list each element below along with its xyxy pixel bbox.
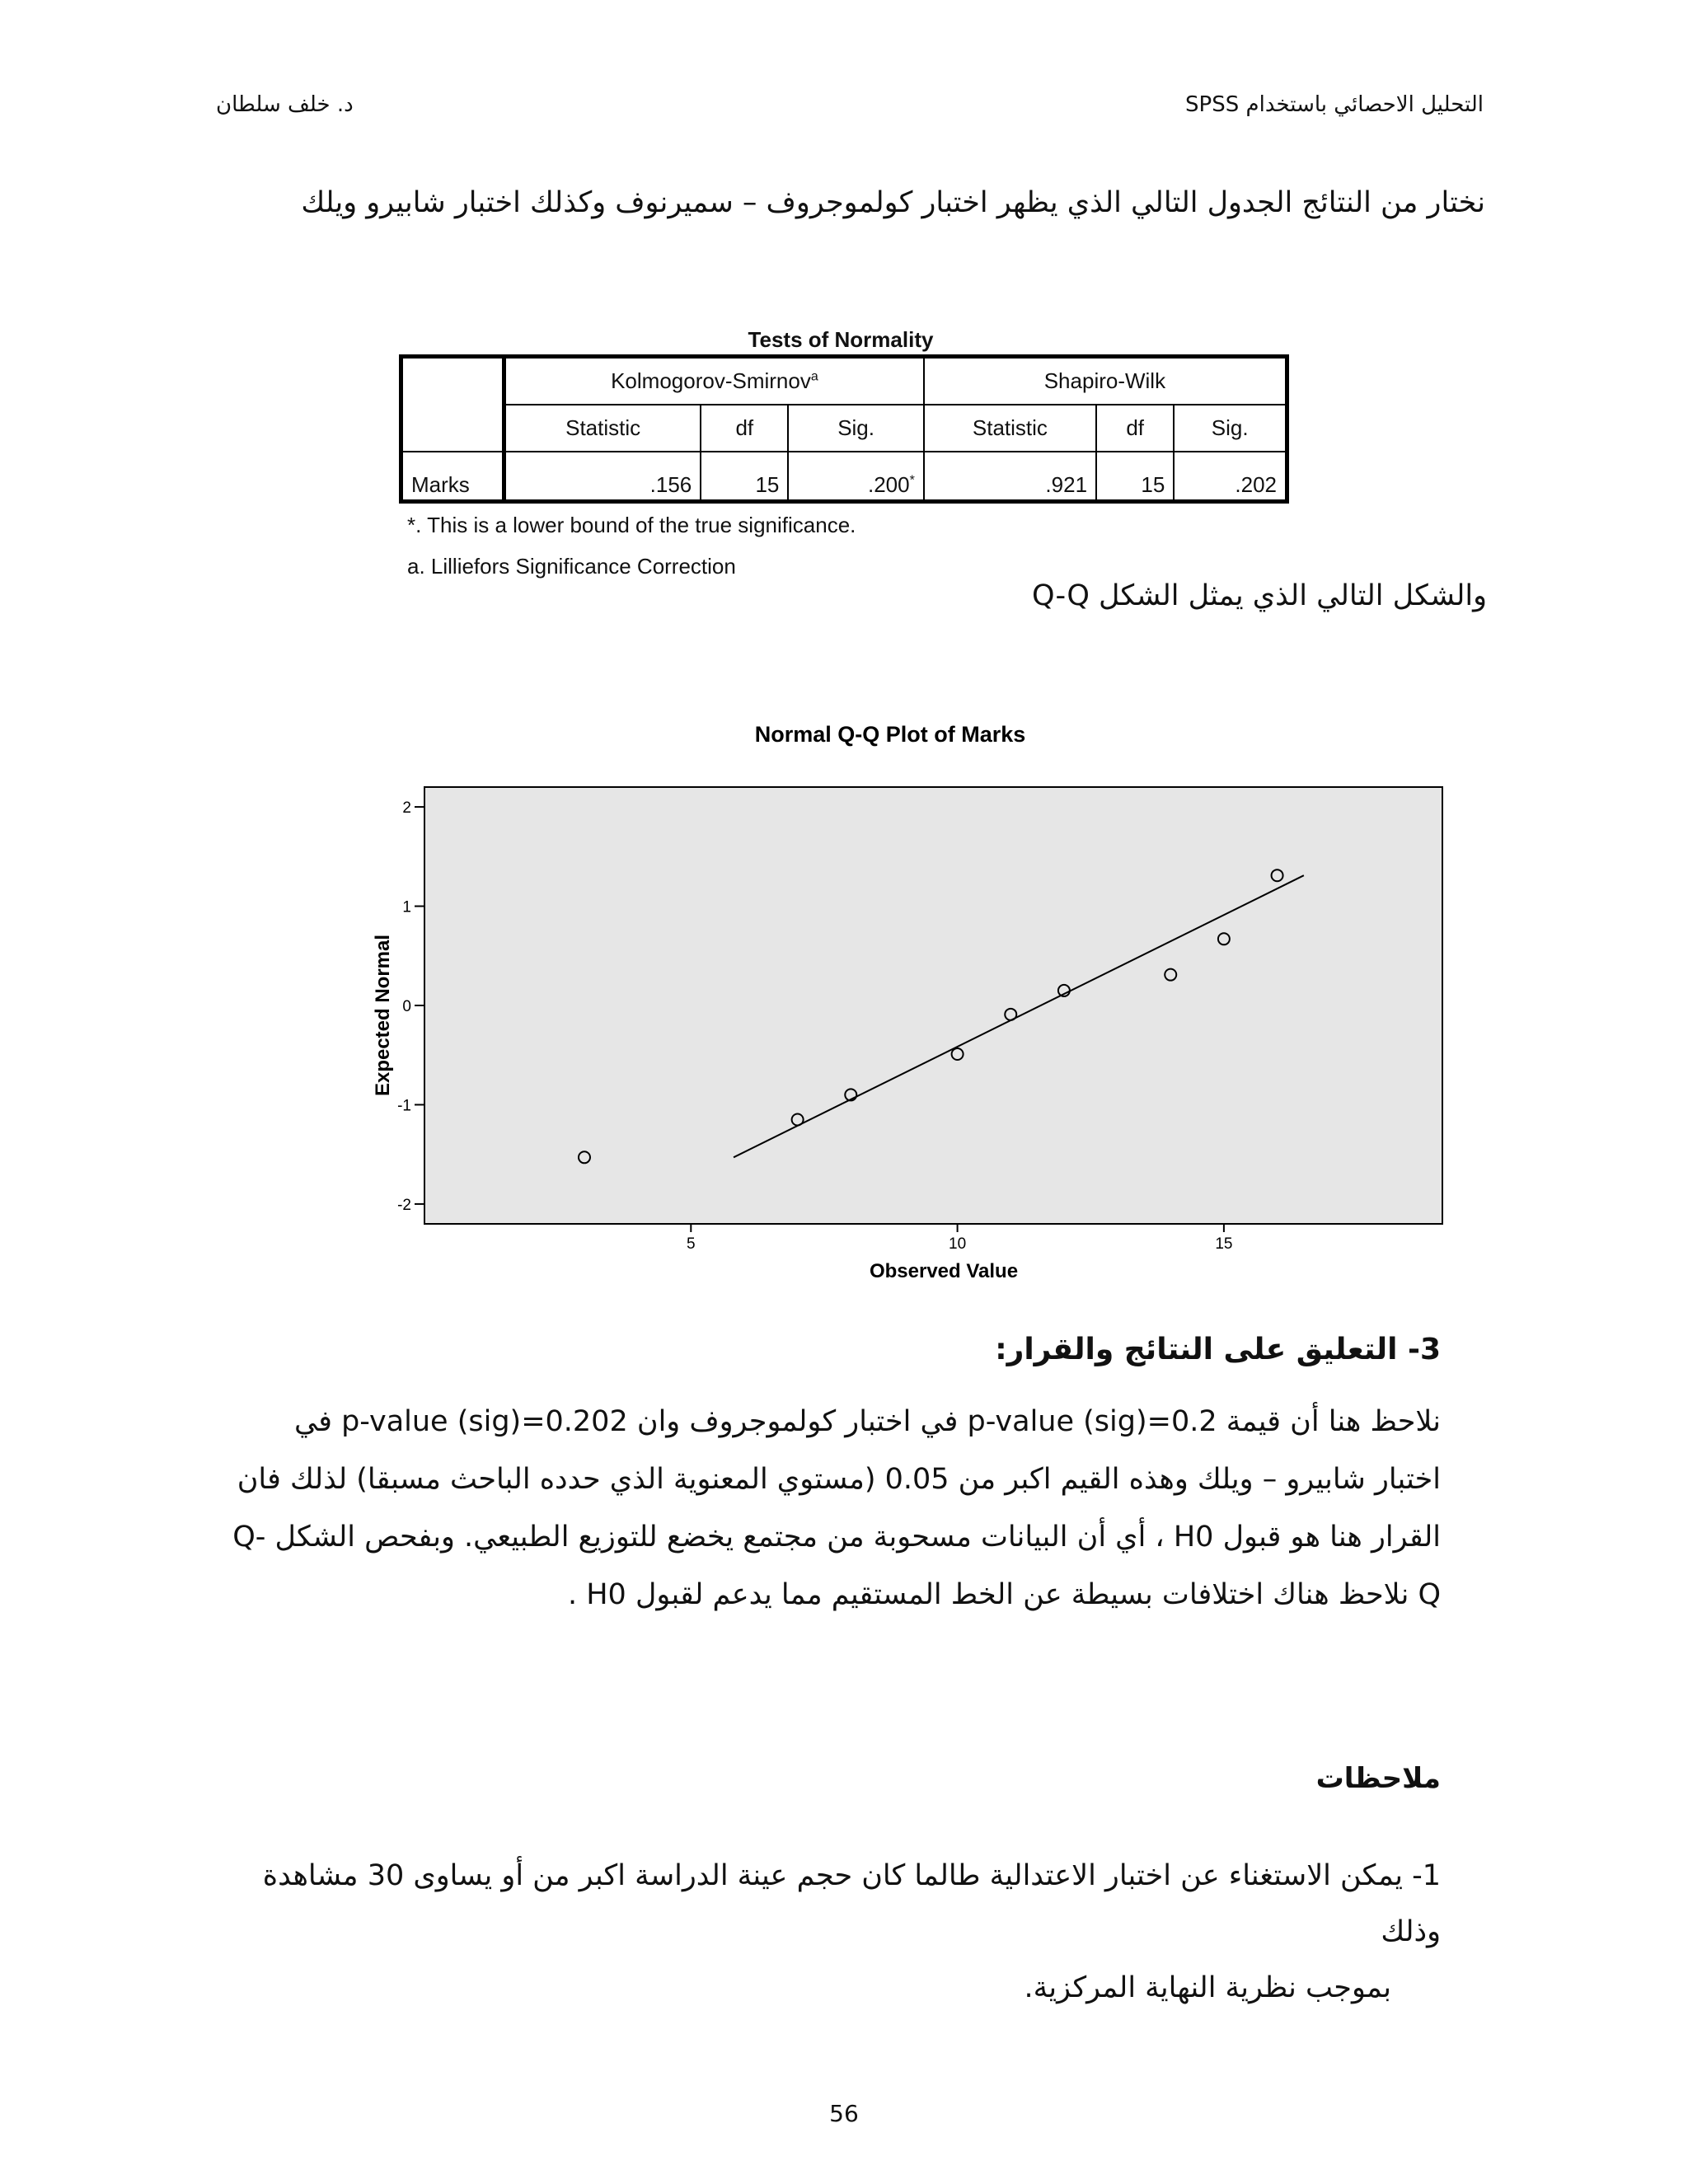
x-tick-label: 10 (949, 1235, 967, 1253)
notes-list-item (204, 1848, 1441, 2016)
plot-area (424, 787, 1442, 1224)
y-axis (397, 799, 424, 1214)
table-cell: 15 (1096, 452, 1174, 502)
sig-value: .200 (867, 472, 910, 497)
intro-paragraph: نختار من النتائج الجدول التالي الذي يظهر اختبار كولموجروف – سميرنوف وكذلك اختبار شابيرو ويلك (301, 186, 1485, 219)
col-header: df (701, 405, 788, 452)
table-group-header-row (401, 357, 1287, 405)
table-corner-cell (401, 357, 504, 452)
paragraph-line: القرار هنا هو قبول H0 ، أي أن البيانات مسحوبة من مجتمع يخضع للتوزيع الطبيعي. وبفحص الشكل -Q (232, 1521, 1441, 1554)
x-axis (687, 1224, 1232, 1253)
paragraph-line: نلاحظ هنا أن قيمة p-value (sig)=0.2 في اختبار كولموجروف وان p-value (sig)=0.202 في (294, 1405, 1441, 1438)
group-header-sw: Shapiro-Wilk (924, 357, 1287, 405)
header-author: د. خلف سلطان (216, 92, 354, 117)
table-footnote: *. This is a lower bound of the true significance. (407, 513, 856, 537)
table-footnote: a. Lilliefors Significance Correction (407, 554, 736, 579)
section3-title: 3- التعليق على النتائج والقرار: (995, 1333, 1441, 1366)
group-label-ks: Kolmogorov-Smirnov (611, 368, 811, 393)
y-tick-label: 1 (402, 898, 411, 916)
paragraph-line: اختبار شابيرو – ويلك وهذه القيم اكبر من 0.05 (مستوي المعنوية الذي حدده الباحث مسبقا) لذلك فان (237, 1463, 1441, 1496)
col-header: Statistic (504, 405, 701, 452)
table-column-header-row (401, 405, 1287, 452)
row-label: Marks (401, 452, 504, 502)
col-header: Statistic (924, 405, 1096, 452)
x-tick-label: 5 (687, 1235, 696, 1253)
list-item-line: بموجب نظرية النهاية المركزية. (1024, 1971, 1391, 2004)
group-header-ks (504, 357, 924, 405)
table-cell: .156 (504, 452, 701, 502)
page-number: 56 (829, 2100, 859, 2127)
col-header: Sig. (788, 405, 923, 452)
col-header: df (1096, 405, 1174, 452)
notes-title: ملاحظات (1315, 1762, 1441, 1795)
y-tick-label: 0 (402, 998, 411, 1015)
qq-plot (354, 717, 1475, 1294)
paragraph-line: Q نلاحظ هناك اختلافات بسيطة عن الخط المستقيم مما يدعم لقبول H0 . (567, 1578, 1441, 1611)
ks-superscript: a (810, 369, 818, 384)
section3-paragraph (221, 1393, 1441, 1624)
y-tick-label: -2 (397, 1196, 411, 1214)
qq-caption: والشكل التالي الذي يمثل الشكل Q-Q (1031, 579, 1487, 612)
x-axis-label: Observed Value (869, 1260, 1019, 1282)
chart-title: Normal Q-Q Plot of Marks (754, 722, 1026, 747)
table-cell: 15 (701, 452, 788, 502)
y-axis-label: Expected Normal (372, 934, 394, 1097)
table-row (401, 452, 1287, 502)
col-header: Sig. (1174, 405, 1287, 452)
y-tick-label: -1 (397, 1097, 411, 1115)
y-tick-label: 2 (402, 799, 411, 818)
x-tick-label: 15 (1215, 1235, 1233, 1253)
table-title: Tests of Normality (748, 327, 934, 352)
normality-table (399, 354, 1289, 504)
table-cell: .202 (1174, 452, 1287, 502)
table-cell-sig (788, 452, 923, 502)
list-item-line: 1- يمكن الاستغناء عن اختبار الاعتدالية طالما كان حجم عينة الدراسة اكبر من أو يساوى 30 مشاهدة وذلك (262, 1859, 1441, 1948)
table-cell: .921 (924, 452, 1096, 502)
header-title: التحليل الاحصائي باستخدام SPSS (1185, 92, 1484, 117)
sig-superscript: * (909, 473, 915, 488)
